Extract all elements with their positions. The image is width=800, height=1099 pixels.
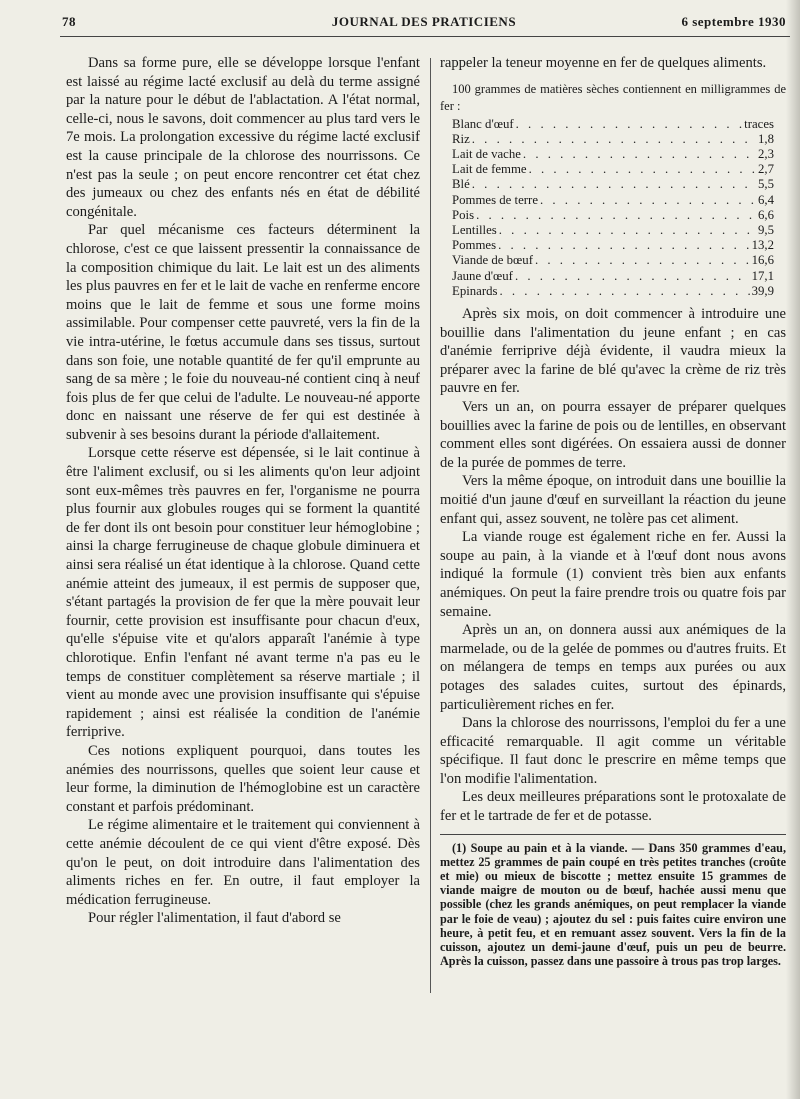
paragraph: Après un an, on donnera aussi aux anémiques de la marmelade, ou de la gelée de pommes ou d'autres fruits. Et on mélangera de temps en temps aux purées ou aux potages des salades cuites, surtout des épinards, particulièrement riches en fer. [440, 622, 786, 713]
paragraph: Dans la chlorose des nourrissons, l'emploi du fer a une efficacité remarquable. Il agit comme un véritable spécifique. Il faut donc le prescrire en même temps que l'on modifie l'alimentation. [440, 715, 786, 787]
paragraph: Vers un an, on pourra essayer de préparer quelques bouillies avec la farine de pois ou de lentilles, en observant comment elles sont digérées. On essaiera aussi de donner de la purée de pommes de terre. [440, 399, 786, 471]
paragraph: Pour régler l'alimentation, il faut d'abord se [88, 910, 341, 927]
iron-value: 1,8 [758, 131, 774, 146]
food-name: Pommes [452, 238, 497, 253]
food-name: Lait de femme [452, 162, 527, 177]
paragraph: Lorsque cette réserve est dépensée, si le lait continue à être l'aliment exclusif, ou si les aliments qu'on leur adjoint sont eux-mêmes très pauvres en fer, l'organisme ne pourra plus fournir aux globules rouges qui se forment la quantité de fer dont ils ont besoin pour constituer leur hémoglobine ; ainsi la charge ferrugineuse de chaque globule diminuera et ainsi sera réalisé un état identique à la chlorose. Quand cette anémie atteint des jumeaux, il est permis de supposer que, s'étant partagés la provision de fer que la mère pouvait leur fournir, cette provision est insuffisante pour chacun d'eux, qu'elle s'épuise vite et qu'alors apparaît l'anémie à type chlorotique. Enfin l'enfant né avant terme n'a pas eu le temps de constituer complètement sa réserve martiale ; il vient au monde avec une provision insuffisante qui s'épuise rapidement ; ainsi est réalisée la condition de l'anémie ferriprive. [66, 445, 420, 741]
food-name: Pommes de terre [452, 192, 538, 207]
table-row [452, 208, 774, 223]
table-row [452, 223, 774, 238]
leader-dots [540, 193, 756, 208]
iron-value: 9,5 [758, 223, 774, 238]
iron-value: 6,4 [758, 192, 774, 207]
paragraph: Ces notions expliquent pourquoi, dans toutes les anémies des nourrissons, quelles que soient leur cause et leur forme, la diminution de l'hémoglobine est un caractère constant et parfois prédominant. [66, 742, 420, 815]
leader-dots [515, 269, 750, 284]
left-column [66, 54, 420, 928]
food-name: Riz [452, 131, 470, 146]
footnote-text: (1) Soupe au pain et à la viande. — Dans 350 grammes d'eau, mettez 25 grammes de pain coupé en très petites tranches (croûte et mie) ou mieux de biscotte ; mettez ensuite 15 grammes de viande maigre de mouton ou de bœuf, hachée aussi menu que possible (chez les grands anémiques, on peut remplacer la viande par le foie de veau) ; ajoutez du sel : puis faites cuire environ une heure, à petit feu, et en remuant assez souvent. Vers la fin de la cuisson, ajoutez un demi-jaune d'œuf, puis un peu de beurre. Après la cuisson, passez dans une passoire à trous pas trop larges. [440, 840, 786, 969]
food-name: Jaune d'œuf [452, 268, 513, 283]
footnote [440, 841, 786, 969]
paragraph: Les deux meilleures préparations sont le protoxalate de fer et le tartrade de fer et de potasse. [440, 789, 786, 825]
iron-value: 5,5 [758, 177, 774, 192]
table-row [452, 177, 774, 192]
column-divider [430, 58, 431, 993]
iron-value: traces [744, 116, 774, 131]
food-name: Blanc d'œuf [452, 116, 514, 131]
journal-title: JOURNAL DES PRATICIENS [331, 14, 517, 29]
page-edge-shadow [786, 0, 800, 1099]
leader-dots [472, 132, 756, 147]
table-row [452, 162, 774, 177]
iron-value: 2,7 [758, 162, 774, 177]
iron-value: 13,2 [751, 238, 774, 253]
table-row [452, 147, 774, 162]
food-name: Epinards [452, 283, 498, 298]
table-row [452, 238, 774, 253]
header-rule [60, 36, 790, 37]
table-row [452, 269, 774, 284]
iron-value: 16,6 [751, 253, 774, 268]
leader-dots [535, 253, 750, 268]
paragraph: Dans sa forme pure, elle se développe lorsque l'enfant est laissé au régime lacté exclusif au delà du terme assigné par la nature pour le début de l'ablactation. A l'état normal, celle-ci, nous le savons, doit commencer au plus tard vers le 7e mois. La prolongation excessive du régime lacté exclusif est la cause principale de la chlorose des nourrissons. Ce n'est pas la seule ; on peut encore rencontrer cet état chez des jumeaux ou chez des enfants nés en état de débilité congénitale. [66, 55, 420, 220]
food-name: Lait de vache [452, 147, 521, 161]
food-name: Blé [452, 177, 470, 192]
table-row [452, 284, 774, 299]
iron-value: 17,1 [751, 268, 774, 283]
leader-dots [499, 223, 756, 238]
paragraph: Le régime alimentaire et le traitement qui conviennent à cette anémie découlent de ce qui vient d'être exposé. Dès qu'on le peut, on doit introduire dans l'alimentation des aliments riches en fer. En outre, il faut employer la médication ferrugineuse. [66, 817, 420, 908]
leader-dots [523, 147, 756, 162]
leader-dots [498, 238, 750, 253]
food-name: Pois [452, 207, 475, 222]
paragraph: rappeler la teneur moyenne en fer de quelques aliments. [440, 55, 767, 71]
food-name: Viande de bœuf [452, 253, 533, 268]
leader-dots [516, 117, 743, 132]
iron-table-caption: 100 grammes de matières sèches contiennent en milligrammes de fer : [440, 81, 786, 113]
iron-value: 39,9 [751, 283, 774, 298]
iron-value: 6,6 [758, 207, 774, 222]
leader-dots [472, 177, 756, 192]
food-name: Lentilles [452, 223, 497, 238]
paragraph: Par quel mécanisme ces facteurs déterminent la chlorose, c'est ce que laissent pressentir la connaissance de la composition chimique du lait. Le lait est un des aliments les plus pauvres en fer et le lait de vache en renferme encore moins que le lait de femme et sous une forme moins assimilable. Pour compenser cette pauvreté, vers la fin de la vie intra-utérine, le fœtus accumule dans ses tissus, surtout dans son foie, une notable quantité de fer qu'il emprunte au sang de sa mère ; le foie du nouveau-né contient cinq à neuf fois plus de fer que celui de l'adulte. Le nouveau-né apporte donc en naissant une réserve de fer qui est destinée à subvenir à ses besoins durant la période d'allaitement. [66, 222, 420, 443]
leader-dots [476, 208, 756, 223]
table-row [452, 117, 774, 132]
page-number: 78 [62, 14, 76, 29]
leader-dots [500, 284, 750, 299]
iron-value: 2,3 [758, 147, 774, 161]
table-row [452, 253, 774, 268]
leader-dots [529, 162, 756, 177]
paragraph: La viande rouge est également riche en fer. Aussi la soupe au pain, à la viande et à l'œuf dont nous avons indiqué la formule (1) convient très bien aux enfants anémiques. On peut la faire prendre trois ou quatre fois par semaine. [440, 529, 786, 620]
footnote-rule [440, 834, 786, 835]
iron-content-table [452, 117, 774, 299]
table-row [452, 132, 774, 147]
table-row [452, 193, 774, 208]
issue-date: 6 septembre 1930 [681, 14, 786, 29]
page-header [62, 14, 786, 36]
paragraph: Après six mois, on doit commencer à introduire une bouillie dans l'alimentation du jeune enfant ; en cas d'anémie ferriprive déjà évidente, il vaudra mieux la préparer avec la farine de blé qu'avec la crème de riz très pauvre en fer. [440, 306, 786, 397]
right-column [440, 54, 786, 968]
paragraph: Vers la même époque, on introduit dans une bouillie la moitié d'un jaune d'œuf en surveillant la réaction du jeune enfant qui, assez souvent, ne tolère pas cet aliment. [440, 473, 786, 527]
